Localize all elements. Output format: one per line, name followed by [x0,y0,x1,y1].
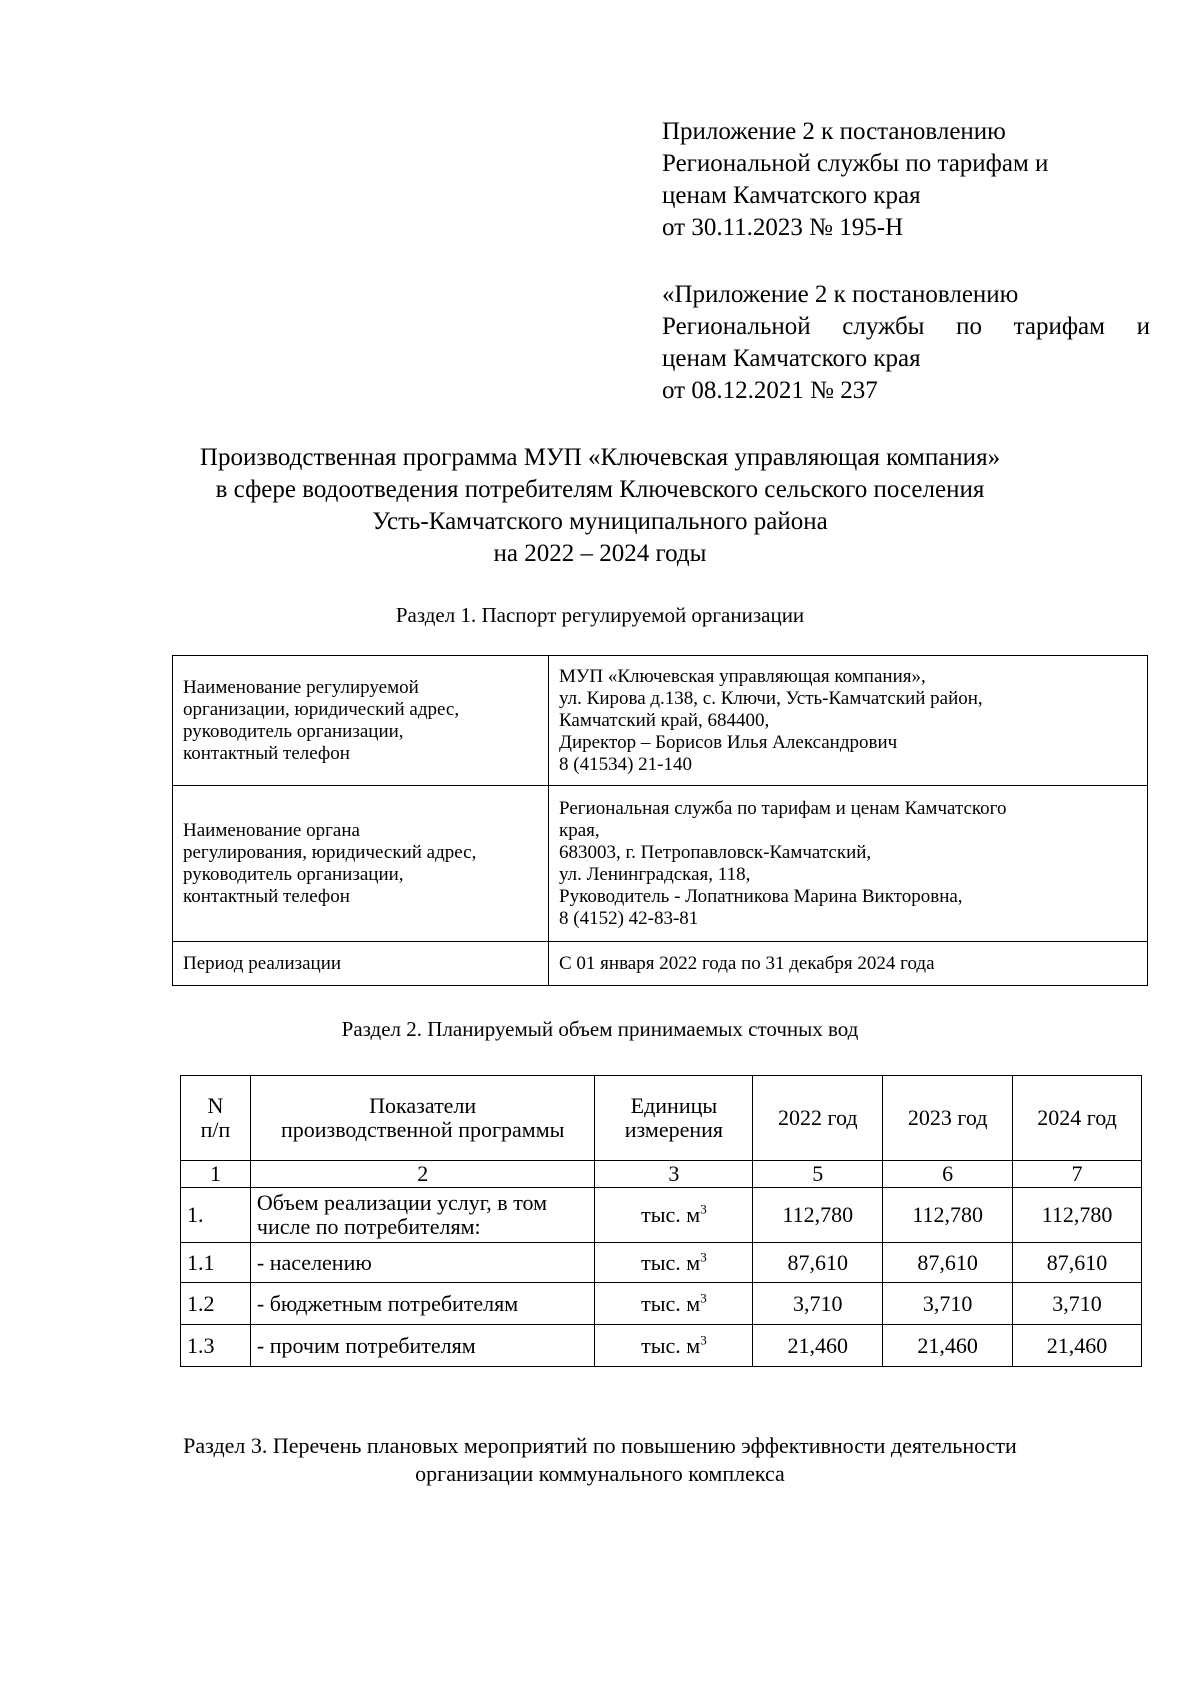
row-num: 1. [181,1188,251,1243]
column-number: 7 [1013,1161,1142,1188]
appendix-line: «Приложение 2 к постановлению [662,281,1019,308]
header-2023: 2023 год [883,1076,1013,1161]
header-line: Показатели [369,1093,477,1118]
row-num: 1.1 [181,1243,251,1283]
value-line: Камчатский край, 684400, [559,709,770,731]
value-line: Руководитель - Лопатникова Марина Викторовна, [559,885,963,907]
value-2022: 21,460 [753,1325,883,1367]
label-line: руководитель организации, [183,720,404,742]
row-name [250,1283,595,1325]
value-2022: 87,610 [753,1243,883,1283]
row-unit: тыс. $м^3$ [595,1188,753,1243]
value-line: ул. Кирова д.138, с. Ключи, Усть-Камчатский район, [559,687,983,709]
value-2023: 3,710 [883,1283,1013,1325]
passport-row [173,786,1148,942]
value-2023: 112,780 [883,1188,1013,1243]
label-line: контактный телефон [183,742,350,764]
header-2024: 2024 год [1013,1076,1142,1161]
table-row [181,1243,1142,1283]
table-header-row [181,1076,1142,1161]
passport-table [172,655,1148,986]
row-name [250,1243,595,1283]
appendix-line: ценам Камчатского края [662,182,921,209]
value-2023: 87,610 [883,1243,1013,1283]
appendix-line: от 08.12.2021 № 237 [662,377,878,404]
row-name [250,1188,595,1243]
column-number: 6 [883,1161,1013,1188]
title-line: Производственная программа МУП «Ключевская управляющая компания» [199,444,1001,471]
column-number: 2 [250,1161,595,1188]
header-line: N [207,1093,224,1118]
value-line: 8 (41534) 21-140 [559,753,692,775]
passport-label [173,786,549,942]
passport-label [173,656,549,786]
header-num [181,1076,251,1161]
row-num: 1.3 [181,1325,251,1367]
label-line: организации, юридический адрес, [183,698,460,720]
header-line: производственной программы [280,1117,565,1142]
section3-heading-line: Раздел 3. Перечень плановых мероприятий по повышению эффективности деятельности [183,1433,1017,1458]
header-line: п/п [200,1117,231,1142]
row-name-line: - прочим потребителям [256,1332,476,1358]
appendix-line: от 30.11.2023 № 195-Н [662,214,904,241]
row-name-line: Объем реализации услуг, в том [256,1190,548,1215]
section1-heading: Раздел 1. Паспорт регулируемой организации [395,603,805,627]
value-line: 8 (4152) 42-83-81 [559,907,699,929]
row-unit: тыс. $м^3$ [595,1283,753,1325]
section3-heading [100,1432,1100,1488]
appendix-line: Приложение 2 к постановлению [662,118,1006,145]
label-line: Наименование регулируемой [183,676,419,698]
value-line: С 01 января 2022 года по 31 декабря 2024 года [559,952,935,974]
header-unit [595,1076,753,1161]
row-name [250,1325,595,1367]
value-line: МУП «Ключевская управляющая компания», [559,665,926,687]
passport-value [549,942,1148,986]
row-name-line: числе по потребителям: [256,1214,481,1239]
label-line: регулирования, юридический адрес, [183,841,477,863]
value-2023: 21,460 [883,1325,1013,1367]
value-line: 683003, г. Петропавловск-Камчатский, [559,841,872,863]
label-line: Наименование органа [183,819,360,841]
value-2022: 112,780 [753,1188,883,1243]
column-number: 3 [595,1161,753,1188]
row-unit: тыс. $м^3$ [595,1325,753,1367]
header-indicator [250,1076,595,1161]
passport-row [173,656,1148,786]
value-line: Региональная служба по тарифам и ценам Камчатского [559,797,1007,819]
value-2024: 3,710 [1013,1283,1142,1325]
row-num: 1.2 [181,1283,251,1325]
section3-heading-line: организации коммунального комплекса [415,1461,785,1486]
value-line: края, [559,819,600,841]
appendix-line: Региональной службы по тарифам и [662,313,1150,340]
label-line: контактный телефон [183,885,350,907]
row-name-line: - населению [256,1249,372,1275]
value-2024: 112,780 [1013,1188,1142,1243]
title-line: в сфере водоотведения потребителям Ключевского сельского поселения [215,476,985,503]
title-line: на 2022 – 2024 годы [493,540,707,567]
row-name-line: - бюджетным потребителям [256,1290,519,1316]
header-line: измерения [624,1117,724,1142]
value-2022: 3,710 [753,1283,883,1325]
section2-heading: Раздел 2. Планируемый объем принимаемых сточных вод [341,1017,859,1041]
row-unit: тыс. $м^3$ [595,1243,753,1283]
table-row [181,1325,1142,1367]
column-number-row [181,1161,1142,1188]
passport-value [549,786,1148,942]
label-line: Период реализации [183,952,342,974]
passport-row [173,942,1148,986]
passport-value [549,656,1148,786]
appendix-current [662,116,1150,244]
appendix-line: Региональной службы по тарифам и [662,150,1049,177]
value-line: ул. Ленинградская, 118, [559,863,751,885]
wastewater-volume-table [180,1075,1142,1367]
value-line: Директор – Борисов Илья Александрович [559,731,898,753]
table-row [181,1283,1142,1325]
header-line: Единицы [630,1093,718,1118]
table-row [181,1188,1142,1243]
header-2022: 2022 год [753,1076,883,1161]
value-2024: 21,460 [1013,1325,1142,1367]
column-number: 5 [753,1161,883,1188]
document-title [100,442,1100,570]
label-line: руководитель организации, [183,863,404,885]
appendix-previous [662,279,1150,407]
value-2024: 87,610 [1013,1243,1142,1283]
title-line: Усть-Камчатского муниципального района [372,508,828,535]
column-number: 1 [181,1161,251,1188]
passport-label [173,942,549,986]
appendix-line: ценам Камчатского края [662,345,921,372]
